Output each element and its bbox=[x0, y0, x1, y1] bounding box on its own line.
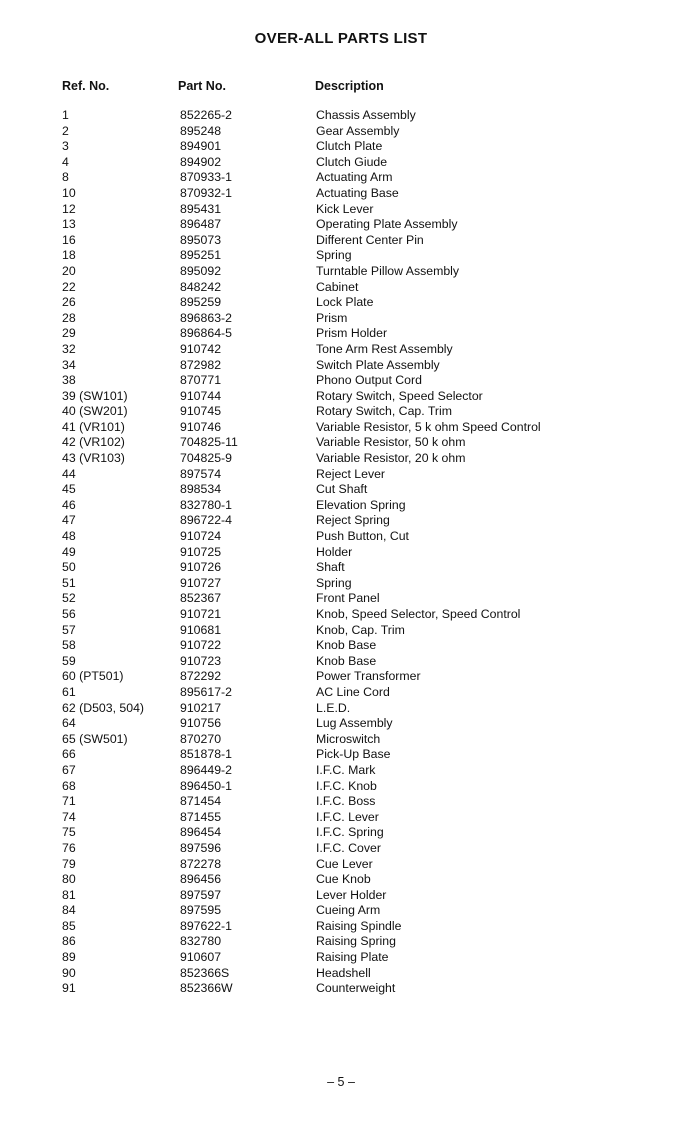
part-no-cell: 852366S bbox=[180, 965, 230, 980]
part-no-cell: 870771 bbox=[180, 373, 222, 388]
ref-no-cell: 18 bbox=[62, 248, 76, 263]
description-cell: Kick Lever bbox=[316, 201, 374, 216]
ref-no-cell: 42 (VR102) bbox=[62, 435, 125, 450]
ref-no-cell: 45 bbox=[62, 482, 76, 497]
part-no-cell: 896456 bbox=[180, 872, 222, 887]
table-row bbox=[0, 311, 682, 327]
table-row bbox=[0, 404, 682, 420]
part-no-cell: 910722 bbox=[180, 638, 222, 653]
ref-no-cell: 44 bbox=[62, 466, 76, 481]
ref-no-cell: 50 bbox=[62, 560, 76, 575]
description-cell: I.F.C. Spring bbox=[316, 825, 384, 840]
ref-no-cell: 79 bbox=[62, 856, 76, 871]
table-row bbox=[0, 716, 682, 732]
description-cell: Front Panel bbox=[316, 591, 380, 606]
part-no-cell: 895092 bbox=[180, 263, 222, 278]
description-cell: Lug Assembly bbox=[316, 716, 393, 731]
part-no-cell: 895073 bbox=[180, 232, 222, 247]
description-cell: Headshell bbox=[316, 965, 371, 980]
table-row bbox=[0, 857, 682, 873]
part-no-cell: 897574 bbox=[180, 466, 222, 481]
part-no-cell: 871455 bbox=[180, 809, 222, 824]
description-cell: Knob Base bbox=[316, 653, 377, 668]
table-row bbox=[0, 389, 682, 405]
part-no-cell: 896863-2 bbox=[180, 310, 232, 325]
ref-no-cell: 41 (VR101) bbox=[62, 419, 125, 434]
description-cell: Cue Knob bbox=[316, 872, 371, 887]
part-no-cell: 870270 bbox=[180, 731, 222, 746]
description-cell: Cueing Arm bbox=[316, 903, 381, 918]
ref-no-cell: 8 bbox=[62, 170, 69, 185]
table-row bbox=[0, 529, 682, 545]
table-row bbox=[0, 545, 682, 561]
part-no-cell: 852367 bbox=[180, 591, 222, 606]
description-cell: Chassis Assembly bbox=[316, 108, 416, 122]
description-cell: Spring bbox=[316, 248, 352, 263]
description-cell: Reject Lever bbox=[316, 466, 386, 481]
description-cell: Different Center Pin bbox=[316, 232, 424, 247]
ref-no-cell: 16 bbox=[62, 232, 76, 247]
table-row bbox=[0, 576, 682, 592]
table-row bbox=[0, 872, 682, 888]
part-no-cell: 894902 bbox=[180, 154, 222, 169]
description-cell: Knob Base bbox=[316, 638, 377, 653]
ref-no-cell: 81 bbox=[62, 887, 76, 902]
part-no-cell: 852366W bbox=[180, 981, 233, 996]
part-no-cell: 704825-9 bbox=[180, 451, 232, 466]
page-number: – 5 – bbox=[327, 1075, 355, 1089]
ref-no-cell: 80 bbox=[62, 872, 76, 887]
table-row bbox=[0, 560, 682, 576]
table-row bbox=[0, 779, 682, 795]
part-no-cell: 872292 bbox=[180, 669, 222, 684]
column-header-ref-no: Ref. No. bbox=[62, 79, 110, 93]
part-no-cell: 895617-2 bbox=[180, 684, 232, 699]
ref-no-cell: 65 (SW501) bbox=[62, 731, 128, 746]
ref-no-cell: 49 bbox=[62, 544, 76, 559]
table-row bbox=[0, 124, 682, 140]
part-no-cell: 896454 bbox=[180, 825, 222, 840]
description-cell: I.F.C. Boss bbox=[316, 794, 376, 809]
ref-no-cell: 84 bbox=[62, 903, 76, 918]
part-no-cell: 896722-4 bbox=[180, 513, 232, 528]
description-cell: Knob, Speed Selector, Speed Control bbox=[316, 607, 521, 621]
part-no-cell: 870933-1 bbox=[180, 170, 232, 185]
description-cell: Actuating Base bbox=[316, 185, 399, 200]
ref-no-cell: 75 bbox=[62, 825, 76, 840]
table-row bbox=[0, 373, 682, 389]
ref-no-cell: 10 bbox=[62, 185, 76, 200]
ref-no-cell: 20 bbox=[62, 263, 76, 278]
ref-no-cell: 76 bbox=[62, 840, 76, 855]
part-no-cell: 910727 bbox=[180, 575, 222, 590]
ref-no-cell: 56 bbox=[62, 607, 76, 621]
ref-no-cell: 32 bbox=[62, 341, 76, 356]
description-cell: Raising Plate bbox=[316, 950, 389, 965]
part-no-cell: 910607 bbox=[180, 950, 222, 965]
description-cell: Switch Plate Assembly bbox=[316, 357, 440, 372]
description-cell: I.F.C. Knob bbox=[316, 778, 377, 793]
part-no-cell: 910756 bbox=[180, 716, 222, 731]
description-cell: Elevation Spring bbox=[316, 497, 406, 512]
ref-no-cell: 68 bbox=[62, 778, 76, 793]
table-row bbox=[0, 919, 682, 935]
table-row bbox=[0, 264, 682, 280]
description-cell: Gear Assembly bbox=[316, 123, 400, 138]
table-row bbox=[0, 513, 682, 529]
table-row bbox=[0, 435, 682, 451]
part-no-cell: 871454 bbox=[180, 794, 222, 809]
ref-no-cell: 39 (SW101) bbox=[62, 388, 128, 403]
table-row bbox=[0, 934, 682, 950]
description-cell: Shaft bbox=[316, 560, 345, 575]
ref-no-cell: 1 bbox=[62, 108, 69, 122]
part-no-cell: 910744 bbox=[180, 388, 222, 403]
table-row bbox=[0, 108, 682, 124]
table-row bbox=[0, 607, 682, 623]
table-row bbox=[0, 669, 682, 685]
ref-no-cell: 58 bbox=[62, 638, 76, 653]
part-no-cell: 910742 bbox=[180, 341, 222, 356]
table-row bbox=[0, 747, 682, 763]
description-cell: Pick-Up Base bbox=[316, 747, 391, 762]
table-row bbox=[0, 451, 682, 467]
table-row bbox=[0, 233, 682, 249]
description-cell: L.E.D. bbox=[316, 700, 351, 715]
part-no-cell: 897595 bbox=[180, 903, 222, 918]
table-row bbox=[0, 685, 682, 701]
ref-no-cell: 28 bbox=[62, 310, 76, 325]
description-cell: Lever Holder bbox=[316, 887, 387, 902]
ref-no-cell: 29 bbox=[62, 326, 76, 341]
table-row bbox=[0, 763, 682, 779]
part-no-cell: 896487 bbox=[180, 217, 222, 232]
ref-no-cell: 57 bbox=[62, 622, 76, 637]
description-cell: Prism Holder bbox=[316, 326, 388, 341]
description-cell: I.F.C. Mark bbox=[316, 762, 376, 777]
description-cell: Tone Arm Rest Assembly bbox=[316, 341, 453, 356]
ref-no-cell: 71 bbox=[62, 794, 76, 809]
ref-no-cell: 66 bbox=[62, 747, 76, 762]
ref-no-cell: 3 bbox=[62, 139, 69, 154]
ref-no-cell: 64 bbox=[62, 716, 76, 731]
page-title: OVER-ALL PARTS LIST bbox=[254, 30, 428, 47]
part-no-cell: 910725 bbox=[180, 544, 222, 559]
part-no-cell: 895251 bbox=[180, 248, 222, 263]
table-row bbox=[0, 295, 682, 311]
ref-no-cell: 13 bbox=[62, 217, 76, 232]
table-row bbox=[0, 155, 682, 171]
ref-no-cell: 51 bbox=[62, 575, 76, 590]
table-row bbox=[0, 217, 682, 233]
table-row bbox=[0, 841, 682, 857]
ref-no-cell: 43 (VR103) bbox=[62, 451, 125, 466]
part-no-cell: 910217 bbox=[180, 700, 222, 715]
part-no-cell: 910746 bbox=[180, 419, 222, 434]
description-cell: Push Button, Cut bbox=[316, 529, 409, 544]
table-row bbox=[0, 358, 682, 374]
table-row bbox=[0, 482, 682, 498]
part-no-cell: 896864-5 bbox=[180, 326, 232, 341]
table-row bbox=[0, 202, 682, 218]
description-cell: Cut Shaft bbox=[316, 482, 368, 497]
table-row bbox=[0, 623, 682, 639]
table-row bbox=[0, 825, 682, 841]
part-no-cell: 910721 bbox=[180, 607, 222, 621]
table-row bbox=[0, 420, 682, 436]
ref-no-cell: 12 bbox=[62, 201, 76, 216]
description-cell: Raising Spindle bbox=[316, 918, 402, 933]
description-cell: I.F.C. Lever bbox=[316, 809, 379, 824]
ref-no-cell: 60 (PT501) bbox=[62, 669, 124, 684]
part-no-cell: 896450-1 bbox=[180, 778, 232, 793]
ref-no-cell: 47 bbox=[62, 513, 76, 528]
ref-no-cell: 4 bbox=[62, 154, 69, 169]
table-row bbox=[0, 186, 682, 202]
ref-no-cell: 26 bbox=[62, 295, 76, 310]
part-no-cell: 872278 bbox=[180, 856, 222, 871]
part-no-cell: 897622-1 bbox=[180, 918, 232, 933]
table-row bbox=[0, 888, 682, 904]
part-no-cell: 848242 bbox=[180, 279, 222, 294]
ref-no-cell: 74 bbox=[62, 809, 76, 824]
part-no-cell: 910724 bbox=[180, 529, 222, 544]
description-cell: Operating Plate Assembly bbox=[316, 217, 458, 232]
ref-no-cell: 46 bbox=[62, 497, 76, 512]
table-row bbox=[0, 966, 682, 982]
ref-no-cell: 40 (SW201) bbox=[62, 404, 128, 419]
description-cell: Raising Spring bbox=[316, 934, 396, 949]
description-cell: Cue Lever bbox=[316, 856, 373, 871]
description-cell: I.F.C. Cover bbox=[316, 840, 381, 855]
description-cell: Clutch Plate bbox=[316, 139, 383, 154]
description-cell: Phono Output Cord bbox=[316, 373, 422, 388]
part-no-cell: 895431 bbox=[180, 201, 222, 216]
table-row bbox=[0, 810, 682, 826]
part-no-cell: 910726 bbox=[180, 560, 222, 575]
table-row bbox=[0, 467, 682, 483]
table-row bbox=[0, 139, 682, 155]
description-cell: Variable Resistor, 20 k ohm bbox=[316, 451, 466, 466]
part-no-cell: 896449-2 bbox=[180, 762, 232, 777]
part-no-cell: 851878-1 bbox=[180, 747, 232, 762]
column-header-part-no: Part No. bbox=[178, 79, 226, 93]
description-cell: Turntable Pillow Assembly bbox=[316, 263, 460, 278]
description-cell: Lock Plate bbox=[316, 295, 374, 310]
part-no-cell: 898534 bbox=[180, 482, 222, 497]
part-no-cell: 895259 bbox=[180, 295, 222, 310]
ref-no-cell: 90 bbox=[62, 965, 76, 980]
ref-no-cell: 34 bbox=[62, 357, 76, 372]
part-no-cell: 832780-1 bbox=[180, 497, 232, 512]
ref-no-cell: 2 bbox=[62, 123, 69, 138]
description-cell: Actuating Arm bbox=[316, 170, 393, 185]
ref-no-cell: 22 bbox=[62, 279, 76, 294]
ref-no-cell: 67 bbox=[62, 762, 76, 777]
table-row bbox=[0, 794, 682, 810]
table-row bbox=[0, 950, 682, 966]
part-no-cell: 895248 bbox=[180, 123, 222, 138]
table-row bbox=[0, 326, 682, 342]
description-cell: Power Transformer bbox=[316, 669, 421, 684]
description-cell: Variable Resistor, 50 k ohm bbox=[316, 435, 466, 450]
ref-no-cell: 85 bbox=[62, 918, 76, 933]
table-row bbox=[0, 654, 682, 670]
part-no-cell: 897597 bbox=[180, 887, 222, 902]
description-cell: Cabinet bbox=[316, 279, 359, 294]
table-row bbox=[0, 701, 682, 717]
table-row bbox=[0, 981, 682, 997]
description-cell: Rotary Switch, Speed Selector bbox=[316, 388, 483, 403]
column-header-description: Description bbox=[315, 79, 384, 93]
description-cell: Counterweight bbox=[316, 981, 396, 996]
part-no-cell: 910745 bbox=[180, 404, 222, 419]
part-no-cell: 852265-2 bbox=[180, 108, 232, 122]
table-row bbox=[0, 248, 682, 264]
table-row bbox=[0, 280, 682, 296]
part-no-cell: 897596 bbox=[180, 840, 222, 855]
description-cell: Clutch Giude bbox=[316, 154, 388, 169]
table-row bbox=[0, 732, 682, 748]
part-no-cell: 872982 bbox=[180, 357, 222, 372]
ref-no-cell: 91 bbox=[62, 981, 76, 996]
description-cell: Reject Spring bbox=[316, 513, 390, 528]
description-cell: Holder bbox=[316, 544, 353, 559]
table-row bbox=[0, 342, 682, 358]
ref-no-cell: 62 (D503, 504) bbox=[62, 700, 145, 715]
description-cell: Microswitch bbox=[316, 731, 381, 746]
description-cell: AC Line Cord bbox=[316, 684, 390, 699]
ref-no-cell: 38 bbox=[62, 373, 76, 388]
table-row bbox=[0, 638, 682, 654]
part-no-cell: 894901 bbox=[180, 139, 222, 154]
part-no-cell: 832780 bbox=[180, 934, 222, 949]
part-no-cell: 910681 bbox=[180, 622, 222, 637]
ref-no-cell: 61 bbox=[62, 684, 76, 699]
description-cell: Prism bbox=[316, 310, 348, 325]
table-row bbox=[0, 903, 682, 919]
part-no-cell: 704825-11 bbox=[180, 435, 238, 450]
description-cell: Variable Resistor, 5 k ohm Speed Control bbox=[316, 419, 541, 434]
description-cell: Rotary Switch, Cap. Trim bbox=[316, 404, 452, 419]
parts-table bbox=[0, 108, 682, 997]
description-cell: Knob, Cap. Trim bbox=[316, 622, 405, 637]
ref-no-cell: 59 bbox=[62, 653, 76, 668]
table-row bbox=[0, 591, 682, 607]
part-no-cell: 870932-1 bbox=[180, 185, 232, 200]
ref-no-cell: 86 bbox=[62, 934, 76, 949]
table-row bbox=[0, 498, 682, 514]
part-no-cell: 910723 bbox=[180, 653, 222, 668]
ref-no-cell: 48 bbox=[62, 529, 76, 544]
ref-no-cell: 52 bbox=[62, 591, 76, 606]
table-row bbox=[0, 170, 682, 186]
description-cell: Spring bbox=[316, 575, 352, 590]
ref-no-cell: 89 bbox=[62, 950, 76, 965]
